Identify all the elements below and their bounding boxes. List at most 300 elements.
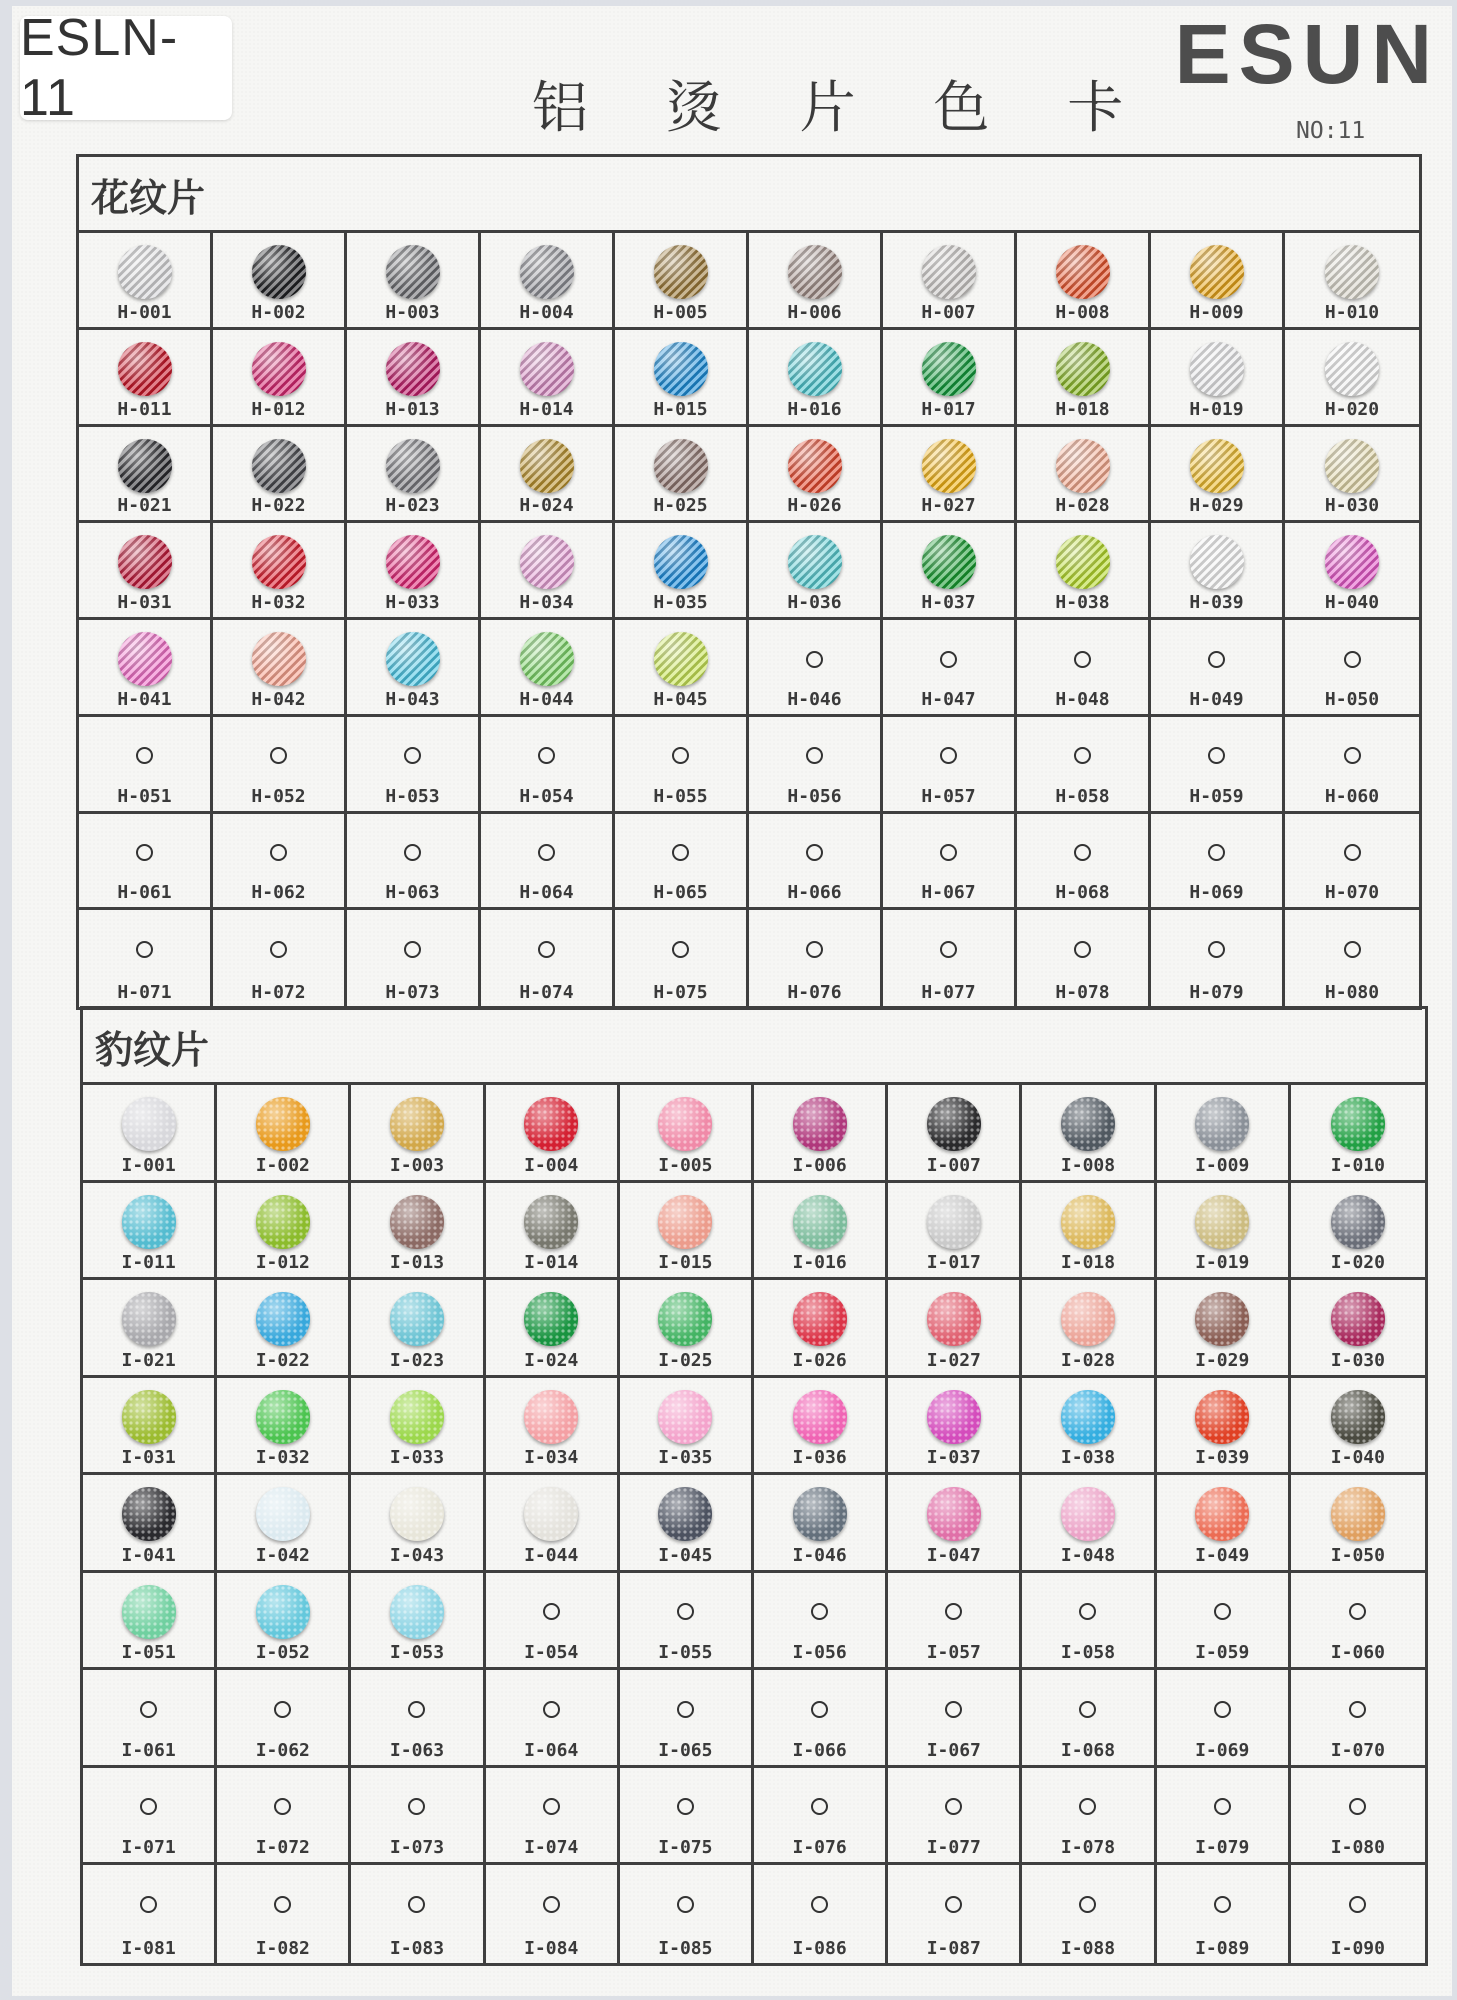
swatch-holder (1325, 336, 1379, 402)
color-swatch (1056, 245, 1110, 299)
swatch-holder (390, 1286, 444, 1352)
empty-slot-circle-icon (274, 1798, 291, 1815)
swatch-code: H-071 (117, 982, 172, 1003)
swatch-holder (1349, 1579, 1366, 1645)
color-swatch (386, 535, 440, 589)
swatch-holder (1061, 1189, 1115, 1255)
color-swatch (788, 245, 842, 299)
swatch-holder (1208, 820, 1225, 886)
swatch-cell (347, 910, 481, 1007)
swatch-code: I-004 (524, 1154, 579, 1176)
empty-slot-circle-icon (538, 747, 555, 764)
color-swatch (256, 1195, 310, 1249)
swatch-holder (806, 626, 823, 692)
swatch-code: I-079 (1195, 1837, 1250, 1859)
swatch-code: I-037 (926, 1447, 981, 1469)
empty-slot-circle-icon (140, 1798, 157, 1815)
color-swatch (793, 1195, 847, 1249)
swatch-cell (1291, 1670, 1425, 1768)
swatch-cell (351, 1865, 485, 1963)
color-swatch (386, 245, 440, 299)
swatch-holder (136, 723, 153, 789)
swatch-code: I-031 (121, 1447, 176, 1469)
swatch-code: I-048 (1060, 1544, 1116, 1566)
swatch-code: I-016 (792, 1252, 847, 1274)
empty-slot-circle-icon (270, 941, 287, 958)
swatch-cell (1151, 910, 1285, 1007)
swatch-cell (749, 233, 883, 330)
swatch-code: I-025 (658, 1349, 713, 1371)
swatch-cell (79, 523, 213, 620)
swatch-holder (788, 529, 842, 595)
swatch-holder (1056, 529, 1110, 595)
swatch-holder (136, 916, 153, 982)
swatch-holder (408, 1676, 425, 1742)
color-swatch (793, 1292, 847, 1346)
swatch-cell (1151, 330, 1285, 427)
swatch-cell (79, 620, 213, 717)
swatch-cell (481, 717, 615, 814)
swatch-cell (486, 1475, 620, 1573)
swatch-holder (386, 626, 440, 692)
empty-slot-circle-icon (408, 1896, 425, 1913)
swatch-code: H-028 (1055, 495, 1110, 517)
swatch-cell (486, 1865, 620, 1963)
swatch-cell (79, 814, 213, 911)
swatch-code: H-032 (251, 592, 306, 613)
color-swatch (1331, 1097, 1385, 1151)
color-swatch (252, 245, 306, 299)
color-swatch (1325, 245, 1379, 299)
swatch-cell (620, 1670, 754, 1768)
swatch-holder (538, 723, 555, 789)
color-swatch (520, 245, 574, 299)
empty-slot-circle-icon (1074, 941, 1091, 958)
swatch-code: H-010 (1324, 301, 1380, 323)
swatch-cell (217, 1085, 351, 1183)
color-swatch (1195, 1487, 1249, 1541)
swatch-code: H-024 (519, 495, 574, 517)
swatch-cell (888, 1183, 1022, 1281)
color-swatch (256, 1097, 310, 1151)
swatch-holder (940, 626, 957, 692)
swatch-code: I-071 (121, 1837, 176, 1859)
swatch-holder (1344, 626, 1361, 692)
swatch-code: H-065 (653, 882, 708, 904)
swatch-holder (788, 336, 842, 402)
swatch-cell (1157, 1378, 1291, 1476)
swatch-cell (620, 1280, 754, 1378)
swatch-holder (1190, 433, 1244, 499)
swatch-code: H-073 (385, 982, 440, 1003)
swatch-cell (481, 620, 615, 717)
swatch-cell (1291, 1378, 1425, 1476)
swatch-cell (1285, 620, 1419, 717)
swatch-code: H-053 (385, 785, 440, 807)
swatch-code: H-044 (519, 688, 574, 710)
swatch-code: H-067 (921, 882, 976, 904)
swatch-holder (677, 1579, 694, 1645)
swatch-code: I-084 (524, 1938, 579, 1959)
swatch-code: I-054 (524, 1642, 579, 1664)
swatch-holder (520, 433, 574, 499)
empty-slot-circle-icon (136, 844, 153, 861)
color-swatch (658, 1292, 712, 1346)
empty-slot-circle-icon (543, 1798, 560, 1815)
swatch-code: I-003 (389, 1154, 445, 1176)
empty-slot-circle-icon (1208, 651, 1225, 668)
swatch-holder (1331, 1286, 1385, 1352)
swatch-cell (1022, 1670, 1156, 1768)
color-swatch (1195, 1292, 1249, 1346)
swatch-code: I-040 (1330, 1447, 1385, 1469)
swatch-cell (615, 523, 749, 620)
swatch-holder (677, 1676, 694, 1742)
swatch-grid (83, 1085, 1425, 1963)
swatch-code: H-052 (251, 785, 306, 807)
swatch-holder (1325, 529, 1379, 595)
color-swatch (252, 439, 306, 493)
swatch-holder (256, 1579, 310, 1645)
swatch-cell (749, 814, 883, 911)
swatch-code: H-022 (251, 495, 306, 517)
swatch-code: H-014 (519, 398, 574, 420)
swatch-code: H-033 (385, 592, 440, 613)
swatch-code: H-019 (1189, 398, 1244, 420)
swatch-code: H-013 (385, 398, 440, 420)
swatch-holder (1195, 1481, 1249, 1547)
color-swatch (1195, 1097, 1249, 1151)
swatch-holder (390, 1189, 444, 1255)
swatch-code: I-007 (926, 1154, 981, 1176)
color-swatch (658, 1195, 712, 1249)
swatch-cell (1157, 1573, 1291, 1671)
color-swatch (654, 439, 708, 493)
swatch-cell (481, 814, 615, 911)
swatch-cell (486, 1670, 620, 1768)
swatch-holder (658, 1384, 712, 1450)
swatch-cell (883, 427, 1017, 524)
color-swatch (520, 632, 574, 686)
swatch-holder (1331, 1189, 1385, 1255)
swatch-holder (543, 1579, 560, 1645)
swatch-cell (1017, 233, 1151, 330)
swatch-holder (390, 1481, 444, 1547)
swatch-code: I-077 (926, 1837, 981, 1859)
color-swatch (654, 245, 708, 299)
swatch-cell (888, 1475, 1022, 1573)
swatch-cell (1017, 910, 1151, 1007)
swatch-holder (524, 1384, 578, 1450)
swatch-holder (270, 723, 287, 789)
swatch-holder (1331, 1091, 1385, 1157)
swatch-code: I-027 (926, 1349, 981, 1371)
color-swatch (118, 632, 172, 686)
swatch-cell (83, 1865, 217, 1963)
swatch-holder (118, 433, 172, 499)
color-swatch (1331, 1390, 1385, 1444)
swatch-code: I-067 (926, 1739, 981, 1761)
empty-slot-circle-icon (806, 651, 823, 668)
empty-slot-circle-icon (1079, 1798, 1096, 1815)
swatch-code: I-017 (926, 1252, 981, 1274)
swatch-code: I-082 (255, 1938, 310, 1959)
swatch-code: H-063 (385, 882, 440, 904)
swatch-holder (811, 1871, 828, 1937)
swatch-holder (270, 820, 287, 886)
swatch-code: I-064 (524, 1739, 579, 1761)
empty-slot-circle-icon (811, 1603, 828, 1620)
empty-slot-circle-icon (404, 747, 421, 764)
swatch-cell (754, 1085, 888, 1183)
swatch-cell (883, 717, 1017, 814)
swatch-cell (883, 523, 1017, 620)
swatch-cell (1285, 330, 1419, 427)
swatch-code: I-001 (121, 1154, 176, 1176)
swatch-code: I-069 (1195, 1739, 1250, 1761)
sheet-number: NO:11 (1296, 118, 1366, 144)
swatch-code: H-077 (921, 982, 976, 1003)
swatch-holder (1056, 239, 1110, 305)
swatch-holder (520, 626, 574, 692)
swatch-grid (79, 233, 1419, 1007)
swatch-holder (811, 1579, 828, 1645)
swatch-cell (1157, 1670, 1291, 1768)
swatch-code: H-038 (1055, 592, 1110, 613)
section-title: 豹纹片 (83, 1009, 1425, 1085)
swatch-holder (654, 336, 708, 402)
swatch-cell (615, 330, 749, 427)
swatch-code: I-063 (389, 1739, 445, 1761)
color-swatch (1325, 535, 1379, 589)
empty-slot-circle-icon (1208, 844, 1225, 861)
swatch-cell (481, 523, 615, 620)
swatch-holder (658, 1091, 712, 1157)
color-swatch (654, 632, 708, 686)
swatch-code: I-057 (926, 1642, 981, 1664)
color-swatch (927, 1487, 981, 1541)
swatch-cell (213, 427, 347, 524)
swatch-code: I-066 (792, 1739, 847, 1761)
empty-slot-circle-icon (1344, 747, 1361, 764)
swatch-holder (1195, 1091, 1249, 1157)
swatch-cell (620, 1378, 754, 1476)
swatch-holder (140, 1676, 157, 1742)
swatch-cell (1017, 717, 1151, 814)
swatch-holder (940, 723, 957, 789)
empty-slot-circle-icon (1079, 1896, 1096, 1913)
swatch-cell (351, 1085, 485, 1183)
color-swatch (927, 1390, 981, 1444)
color-swatch (256, 1487, 310, 1541)
color-swatch (118, 245, 172, 299)
swatch-holder (408, 1871, 425, 1937)
swatch-holder (390, 1091, 444, 1157)
color-swatch (1061, 1292, 1115, 1346)
swatch-cell (486, 1183, 620, 1281)
empty-slot-circle-icon (136, 941, 153, 958)
swatch-holder (1214, 1774, 1231, 1840)
swatch-holder (543, 1871, 560, 1937)
swatch-holder (1061, 1384, 1115, 1450)
swatch-code: I-033 (389, 1447, 445, 1469)
swatch-code: H-036 (787, 592, 842, 613)
empty-slot-circle-icon (940, 844, 957, 861)
color-swatch (1325, 342, 1379, 396)
swatch-cell (347, 233, 481, 330)
color-swatch (922, 535, 976, 589)
swatch-code: H-051 (117, 785, 172, 807)
swatch-holder (672, 723, 689, 789)
swatch-holder (122, 1091, 176, 1157)
swatch-holder (922, 529, 976, 595)
empty-slot-circle-icon (672, 844, 689, 861)
color-swatch (793, 1487, 847, 1541)
swatch-code: I-065 (658, 1739, 713, 1761)
swatch-cell (1017, 814, 1151, 911)
swatch-code: I-083 (389, 1938, 445, 1959)
swatch-holder (1195, 1286, 1249, 1352)
color-swatch (922, 342, 976, 396)
swatch-cell (83, 1768, 217, 1866)
color-swatch (524, 1195, 578, 1249)
swatch-holder (256, 1189, 310, 1255)
swatch-code: I-090 (1330, 1938, 1385, 1959)
swatch-cell (1017, 620, 1151, 717)
swatch-code: I-021 (121, 1349, 176, 1371)
swatch-code: I-072 (255, 1837, 310, 1859)
swatch-code: H-039 (1189, 592, 1244, 613)
swatch-code: I-008 (1060, 1154, 1116, 1176)
swatch-cell (217, 1475, 351, 1573)
swatch-code: H-061 (117, 882, 172, 904)
swatch-cell (217, 1670, 351, 1768)
swatch-code: I-006 (792, 1154, 847, 1176)
swatch-cell (749, 330, 883, 427)
swatch-code: I-014 (524, 1252, 579, 1274)
empty-slot-circle-icon (1344, 941, 1361, 958)
swatch-code: H-069 (1189, 882, 1244, 904)
swatch-holder (1190, 239, 1244, 305)
swatch-code: I-060 (1330, 1642, 1385, 1664)
swatch-cell (1017, 427, 1151, 524)
color-swatch (1061, 1195, 1115, 1249)
swatch-cell (1151, 233, 1285, 330)
color-swatch (122, 1487, 176, 1541)
swatch-cell (1157, 1085, 1291, 1183)
swatch-holder (654, 626, 708, 692)
swatch-holder (122, 1481, 176, 1547)
swatch-holder (118, 239, 172, 305)
swatch-holder (118, 529, 172, 595)
swatch-holder (404, 916, 421, 982)
swatch-cell (1285, 427, 1419, 524)
empty-slot-circle-icon (672, 747, 689, 764)
swatch-cell (1157, 1475, 1291, 1573)
card-title: 铝 烫 片 色 卡 (532, 76, 1154, 141)
swatch-code: I-013 (389, 1252, 445, 1274)
swatch-holder (927, 1384, 981, 1450)
swatch-cell (347, 330, 481, 427)
swatch-code: H-066 (787, 882, 842, 904)
color-swatch (654, 342, 708, 396)
empty-slot-circle-icon (806, 941, 823, 958)
color-swatch (793, 1097, 847, 1151)
swatch-code: I-076 (792, 1837, 847, 1859)
color-swatch (927, 1195, 981, 1249)
swatch-holder (677, 1871, 694, 1937)
empty-slot-circle-icon (945, 1701, 962, 1718)
swatch-cell (888, 1768, 1022, 1866)
swatch-cell (351, 1670, 485, 1768)
swatch-code: H-078 (1055, 982, 1110, 1003)
color-swatch (1190, 342, 1244, 396)
swatch-code: I-080 (1330, 1837, 1385, 1859)
swatch-cell (213, 717, 347, 814)
swatch-cell (83, 1573, 217, 1671)
color-swatch (1195, 1195, 1249, 1249)
swatch-cell (1157, 1865, 1291, 1963)
card-code-label: ESLN-11 (20, 16, 232, 120)
color-swatch (922, 245, 976, 299)
swatch-holder (672, 820, 689, 886)
swatch-holder (252, 336, 306, 402)
swatch-cell (1291, 1475, 1425, 1573)
empty-slot-circle-icon (940, 747, 957, 764)
swatch-holder (1344, 723, 1361, 789)
empty-slot-circle-icon (677, 1798, 694, 1815)
swatch-cell (620, 1183, 754, 1281)
color-swatch (122, 1585, 176, 1639)
swatch-code: I-038 (1060, 1447, 1116, 1469)
swatch-cell (749, 717, 883, 814)
swatch-holder (386, 433, 440, 499)
swatch-cell (1017, 523, 1151, 620)
swatch-code: H-005 (653, 301, 708, 323)
swatch-code: H-029 (1189, 495, 1244, 517)
swatch-holder (1344, 916, 1361, 982)
swatch-cell (83, 1183, 217, 1281)
swatch-cell (1291, 1768, 1425, 1866)
swatch-cell (1291, 1085, 1425, 1183)
swatch-holder (1061, 1091, 1115, 1157)
swatch-cell (749, 620, 883, 717)
empty-slot-circle-icon (1344, 651, 1361, 668)
color-swatch (122, 1195, 176, 1249)
swatch-holder (1079, 1579, 1096, 1645)
swatch-holder (543, 1676, 560, 1742)
swatch-code: I-068 (1060, 1739, 1116, 1761)
swatch-cell (1157, 1768, 1291, 1866)
swatch-cell (1022, 1378, 1156, 1476)
swatch-cell (486, 1768, 620, 1866)
swatch-code: H-072 (251, 982, 306, 1003)
color-swatch (390, 1390, 444, 1444)
empty-slot-circle-icon (806, 747, 823, 764)
swatch-code: H-070 (1324, 882, 1380, 904)
swatch-holder (1079, 1676, 1096, 1742)
swatch-code: H-055 (653, 785, 708, 807)
swatch-cell (615, 814, 749, 911)
empty-slot-circle-icon (1074, 747, 1091, 764)
swatch-code: H-020 (1324, 398, 1380, 420)
swatch-code: I-035 (658, 1447, 713, 1469)
swatch-cell (1022, 1768, 1156, 1866)
empty-slot-circle-icon (404, 844, 421, 861)
swatch-holder (1061, 1481, 1115, 1547)
swatch-holder (1074, 916, 1091, 982)
swatch-code: H-040 (1324, 592, 1380, 613)
